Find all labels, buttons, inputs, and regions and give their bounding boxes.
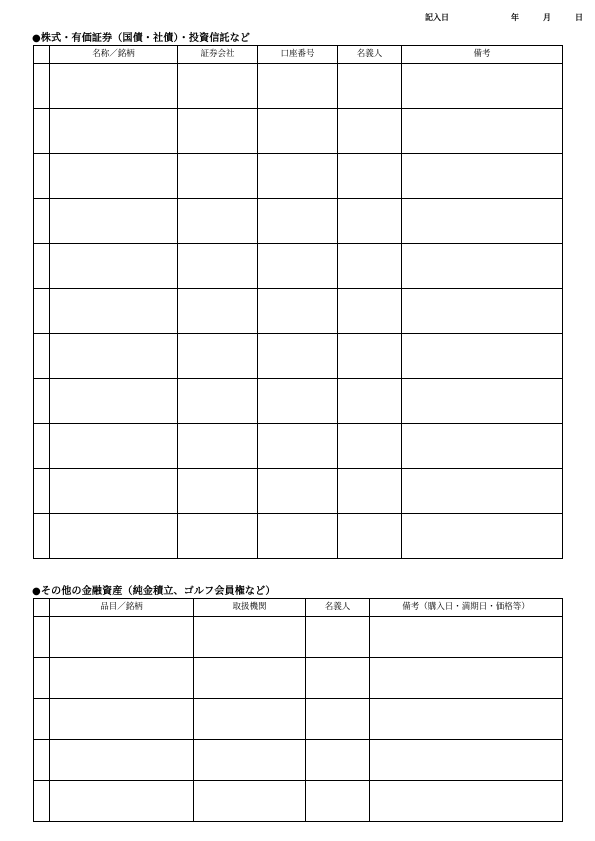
other-assets-index-cell (34, 740, 50, 781)
securities-entry-cell[interactable] (258, 154, 338, 199)
securities-entry-cell[interactable] (178, 334, 258, 379)
securities-entry-cell[interactable] (258, 424, 338, 469)
securities-entry-cell[interactable] (178, 289, 258, 334)
table-row (34, 379, 563, 424)
other-assets-entry-cell[interactable] (306, 658, 370, 699)
other-assets-entry-cell[interactable] (370, 740, 563, 781)
entry-date-label: 記入日 (425, 13, 449, 22)
securities-index-cell (34, 244, 50, 289)
other-assets-entry-cell[interactable] (370, 781, 563, 822)
table-row (34, 64, 563, 109)
entry-month-label: 月 (543, 13, 551, 22)
other-assets-entry-cell[interactable] (50, 658, 194, 699)
securities-entry-cell[interactable] (402, 109, 563, 154)
securities-entry-cell[interactable] (338, 199, 402, 244)
securities-entry-cell[interactable] (50, 379, 178, 424)
other-assets-entry-cell[interactable] (306, 699, 370, 740)
securities-col-name: 名称／銘柄 (50, 46, 178, 64)
other-assets-entry-cell[interactable] (50, 740, 194, 781)
other-assets-entry-cell[interactable] (306, 617, 370, 658)
table-row (34, 154, 563, 199)
table-row (34, 740, 563, 781)
securities-index-cell (34, 514, 50, 559)
other-assets-entry-cell[interactable] (306, 740, 370, 781)
securities-entry-cell[interactable] (402, 379, 563, 424)
other-assets-entry-cell[interactable] (50, 781, 194, 822)
other-assets-table (33, 598, 563, 822)
securities-entry-cell[interactable] (178, 244, 258, 289)
securities-entry-cell[interactable] (258, 244, 338, 289)
securities-entry-cell[interactable] (178, 199, 258, 244)
securities-entry-cell[interactable] (50, 469, 178, 514)
securities-entry-cell[interactable] (338, 289, 402, 334)
securities-entry-cell[interactable] (338, 154, 402, 199)
other-assets-entry-cell[interactable] (194, 617, 306, 658)
securities-entry-cell[interactable] (258, 64, 338, 109)
securities-entry-cell[interactable] (178, 424, 258, 469)
table-row (34, 199, 563, 244)
securities-index-cell (34, 379, 50, 424)
securities-entry-cell[interactable] (338, 469, 402, 514)
securities-index-cell (34, 154, 50, 199)
securities-entry-cell[interactable] (402, 334, 563, 379)
table-row (34, 424, 563, 469)
securities-entry-cell[interactable] (402, 199, 563, 244)
table-row (34, 469, 563, 514)
securities-entry-cell[interactable] (178, 64, 258, 109)
other-assets-entry-cell[interactable] (194, 781, 306, 822)
securities-entry-cell[interactable] (338, 514, 402, 559)
securities-entry-cell[interactable] (402, 469, 563, 514)
securities-entry-cell[interactable] (258, 199, 338, 244)
securities-entry-cell[interactable] (402, 514, 563, 559)
securities-entry-cell[interactable] (178, 154, 258, 199)
securities-index-cell (34, 469, 50, 514)
securities-entry-cell[interactable] (338, 379, 402, 424)
securities-header-row (34, 46, 563, 64)
other-assets-entry-cell[interactable] (50, 699, 194, 740)
securities-entry-cell[interactable] (50, 334, 178, 379)
other-assets-section-title: ●その他の金融資産（純金積立、ゴルフ会員権など） (32, 586, 276, 597)
securities-entry-cell[interactable] (178, 379, 258, 424)
securities-entry-cell[interactable] (50, 424, 178, 469)
securities-entry-cell[interactable] (50, 199, 178, 244)
table-row (34, 781, 563, 822)
securities-table (33, 45, 563, 559)
other-assets-col-holder: 名義人 (306, 599, 370, 617)
securities-index-cell (34, 64, 50, 109)
table-row (34, 514, 563, 559)
securities-index-cell (34, 109, 50, 154)
table-row (34, 289, 563, 334)
securities-entry-cell[interactable] (258, 109, 338, 154)
securities-entry-cell[interactable] (50, 514, 178, 559)
other-assets-entry-cell[interactable] (370, 699, 563, 740)
securities-entry-cell[interactable] (338, 64, 402, 109)
securities-col-notes: 備考 (402, 46, 563, 64)
securities-index-cell (34, 199, 50, 244)
entry-day-label: 日 (575, 13, 583, 22)
securities-entry-cell[interactable] (258, 379, 338, 424)
other-assets-entry-cell[interactable] (194, 740, 306, 781)
table-row (34, 699, 563, 740)
securities-col-account: 口座番号 (258, 46, 338, 64)
securities-index-cell (34, 289, 50, 334)
securities-entry-cell[interactable] (178, 469, 258, 514)
other-assets-entry-cell[interactable] (306, 781, 370, 822)
entry-year-label: 年 (511, 13, 519, 22)
securities-entry-cell[interactable] (258, 514, 338, 559)
securities-entry-cell[interactable] (402, 154, 563, 199)
other-assets-col-notes: 備考（購入日・満期日・価格等） (370, 599, 563, 617)
securities-entry-cell[interactable] (338, 244, 402, 289)
other-assets-entry-cell[interactable] (194, 658, 306, 699)
securities-entry-cell[interactable] (338, 109, 402, 154)
securities-entry-cell[interactable] (338, 334, 402, 379)
table-row (34, 658, 563, 699)
securities-index-cell (34, 334, 50, 379)
securities-entry-cell[interactable] (402, 424, 563, 469)
table-row (34, 109, 563, 154)
securities-entry-cell[interactable] (258, 334, 338, 379)
table-row (34, 244, 563, 289)
other-assets-index-cell (34, 617, 50, 658)
securities-entry-cell[interactable] (50, 109, 178, 154)
other-assets-col-institution: 取扱機関 (194, 599, 306, 617)
other-assets-col-index (34, 599, 50, 617)
other-assets-col-item: 品目／銘柄 (50, 599, 194, 617)
securities-entry-cell[interactable] (402, 64, 563, 109)
securities-col-broker: 証券会社 (178, 46, 258, 64)
securities-entry-cell[interactable] (50, 64, 178, 109)
securities-entry-cell[interactable] (402, 289, 563, 334)
securities-entry-cell[interactable] (50, 244, 178, 289)
securities-entry-cell[interactable] (258, 289, 338, 334)
other-assets-index-cell (34, 781, 50, 822)
securities-col-index (34, 46, 50, 64)
other-assets-header-row (34, 599, 563, 617)
securities-entry-cell[interactable] (178, 109, 258, 154)
securities-entry-cell[interactable] (50, 289, 178, 334)
securities-entry-cell[interactable] (338, 424, 402, 469)
securities-entry-cell[interactable] (258, 469, 338, 514)
other-assets-index-cell (34, 699, 50, 740)
other-assets-entry-cell[interactable] (194, 699, 306, 740)
securities-entry-cell[interactable] (178, 514, 258, 559)
securities-section-title: ●株式・有価証券（国債・社債）・投資信託など (32, 33, 251, 44)
other-assets-index-cell (34, 658, 50, 699)
other-assets-entry-cell[interactable] (50, 617, 194, 658)
table-row (34, 334, 563, 379)
securities-entry-cell[interactable] (50, 154, 178, 199)
securities-index-cell (34, 424, 50, 469)
table-row (34, 617, 563, 658)
securities-col-holder: 名義人 (338, 46, 402, 64)
securities-entry-cell[interactable] (402, 244, 563, 289)
other-assets-entry-cell[interactable] (370, 617, 563, 658)
other-assets-entry-cell[interactable] (370, 658, 563, 699)
